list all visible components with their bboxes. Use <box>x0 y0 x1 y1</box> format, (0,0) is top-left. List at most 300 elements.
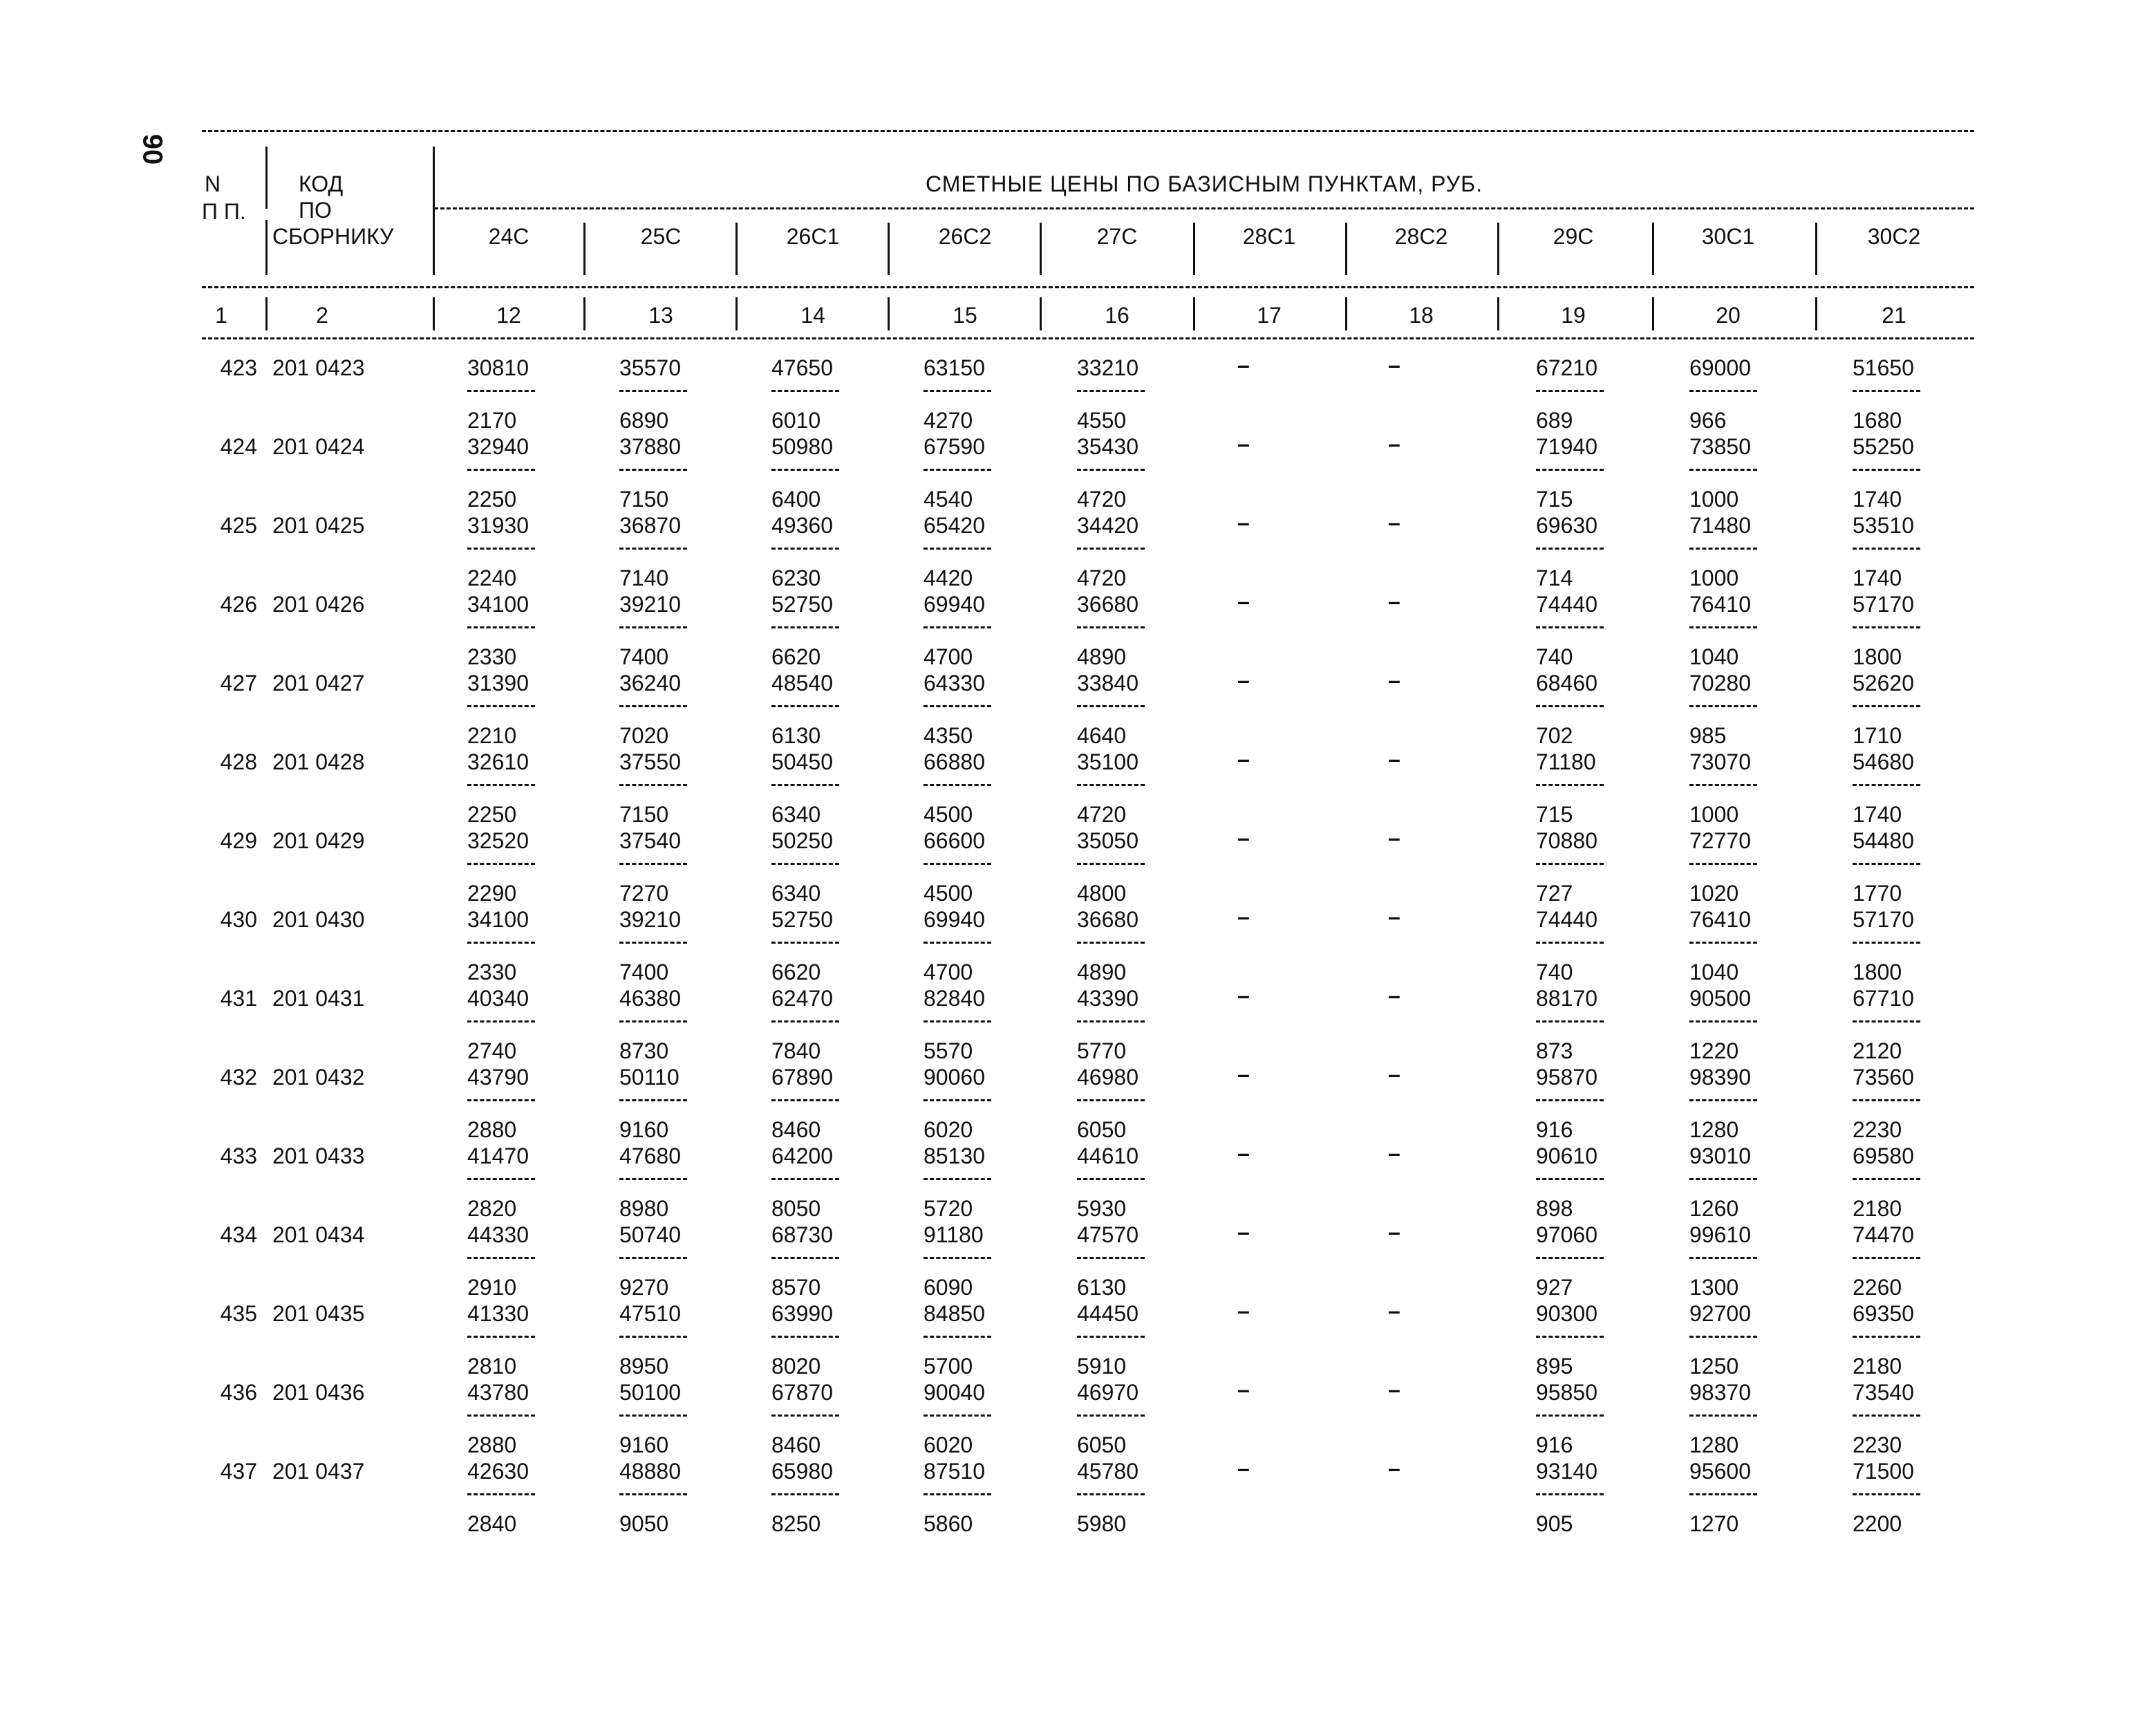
price-subvalue: 5720 <box>924 1196 973 1221</box>
price-value: 62470 <box>771 986 833 1011</box>
header-top-rule <box>202 130 1974 132</box>
fraction-divider <box>467 1257 535 1259</box>
row-code: 201 0425 <box>272 513 365 538</box>
price-subvalue: 985 <box>1689 723 1727 748</box>
price-subvalue: 2230 <box>1853 1117 1902 1142</box>
price-value: 52750 <box>771 592 833 617</box>
blank-mark: – <box>1388 904 1400 929</box>
price-subvalue: 2180 <box>1853 1354 1902 1379</box>
price-value: 54680 <box>1853 749 1914 774</box>
fraction-divider <box>619 1020 687 1022</box>
price-subvalue: 2260 <box>1853 1275 1902 1300</box>
price-value: 47680 <box>619 1143 681 1168</box>
blank-mark: – <box>1388 668 1400 693</box>
price-value: 95600 <box>1689 1459 1751 1484</box>
fraction-divider <box>619 626 687 628</box>
price-value: 32610 <box>467 749 529 774</box>
fraction-divider <box>771 705 839 707</box>
column-header-29С: 29С <box>1553 224 1594 249</box>
price-subvalue: 4720 <box>1077 566 1127 590</box>
row-code: 201 0428 <box>272 749 365 774</box>
price-subvalue: 966 <box>1689 408 1727 433</box>
fraction-divider <box>467 1493 535 1495</box>
header-separator <box>1040 223 1042 275</box>
row-number: 435 <box>220 1301 257 1326</box>
blank-mark: – <box>1388 747 1400 772</box>
price-value: 41470 <box>467 1143 529 1168</box>
price-value: 42630 <box>467 1459 529 1484</box>
column-number-2: 2 <box>316 303 328 328</box>
price-value: 46980 <box>1077 1065 1138 1090</box>
price-subvalue: 2290 <box>467 881 517 906</box>
price-value: 73560 <box>1853 1065 1914 1090</box>
price-subvalue: 1280 <box>1689 1117 1739 1142</box>
price-value: 41330 <box>467 1301 529 1326</box>
price-subvalue: 2250 <box>467 802 517 827</box>
fraction-divider <box>1689 1493 1757 1495</box>
fraction-divider <box>1689 1336 1757 1338</box>
price-subvalue: 1250 <box>1689 1354 1739 1379</box>
price-subvalue: 4890 <box>1077 644 1127 669</box>
price-value: 35430 <box>1077 434 1138 459</box>
price-value: 55250 <box>1853 434 1914 459</box>
fraction-divider <box>1689 390 1757 392</box>
price-subvalue: 1040 <box>1689 644 1739 669</box>
blank-mark: – <box>1388 431 1400 456</box>
price-value: 33210 <box>1077 355 1138 380</box>
header-kod-label: КОД <box>299 171 344 196</box>
price-value: 31930 <box>467 513 529 538</box>
price-value: 67710 <box>1853 986 1914 1011</box>
header-separator <box>1193 297 1195 330</box>
price-value: 50740 <box>619 1222 681 1247</box>
fraction-divider <box>1077 863 1145 865</box>
fraction-divider <box>924 1099 991 1101</box>
fraction-divider <box>1077 1099 1145 1101</box>
fraction-divider <box>1536 1336 1604 1338</box>
fraction-divider <box>771 1414 839 1417</box>
price-value: 67210 <box>1536 355 1597 380</box>
row-code: 201 0429 <box>272 828 365 853</box>
price-subvalue: 2880 <box>467 1117 517 1142</box>
fraction-divider <box>924 1257 991 1259</box>
column-number-21: 21 <box>1882 303 1906 328</box>
price-subvalue: 5910 <box>1077 1354 1127 1379</box>
price-subvalue: 2910 <box>467 1275 517 1300</box>
price-value: 43390 <box>1077 986 1138 1011</box>
fraction-divider <box>1536 1493 1604 1495</box>
price-value: 36240 <box>619 671 681 695</box>
blank-mark: – <box>1388 1456 1400 1481</box>
row-number: 423 <box>220 355 257 380</box>
price-subvalue: 715 <box>1536 802 1573 827</box>
price-subvalue: 8050 <box>771 1196 821 1221</box>
price-subvalue: 1740 <box>1853 487 1902 512</box>
price-value: 64200 <box>771 1143 833 1168</box>
price-subvalue: 4700 <box>924 960 973 984</box>
column-number-18: 18 <box>1409 303 1434 328</box>
price-value: 30810 <box>467 355 529 380</box>
price-subvalue: 905 <box>1536 1511 1573 1536</box>
price-subvalue: 6050 <box>1077 1117 1127 1142</box>
fraction-divider <box>467 705 535 707</box>
header-bottom-rule <box>202 337 1974 339</box>
header-pp-label: П П. <box>202 199 246 224</box>
row-code: 201 0423 <box>272 355 365 380</box>
price-subvalue: 8250 <box>771 1511 821 1536</box>
price-subvalue: 1020 <box>1689 881 1739 906</box>
price-value: 35570 <box>619 355 681 380</box>
price-value: 37550 <box>619 749 681 774</box>
price-subvalue: 2740 <box>467 1038 517 1063</box>
price-subvalue: 2810 <box>467 1354 517 1379</box>
price-value: 84850 <box>924 1301 985 1326</box>
fraction-divider <box>619 469 687 471</box>
column-header-25С: 25С <box>640 224 682 249</box>
blank-mark: – <box>1237 983 1250 1008</box>
price-subvalue: 7840 <box>771 1038 821 1063</box>
price-value: 44330 <box>467 1222 529 1247</box>
fraction-divider <box>1077 942 1145 944</box>
blank-mark: – <box>1388 1141 1400 1166</box>
row-number: 431 <box>220 986 257 1011</box>
fraction-divider <box>924 626 991 628</box>
fraction-divider <box>771 863 839 865</box>
fraction-divider <box>1077 548 1145 550</box>
fraction-divider <box>1077 1336 1145 1338</box>
row-code: 201 0432 <box>272 1065 365 1090</box>
price-value: 82840 <box>924 986 985 1011</box>
fraction-divider <box>619 1493 687 1495</box>
column-header-26С1: 26С1 <box>786 224 840 249</box>
blank-mark: – <box>1388 589 1400 614</box>
price-value: 65420 <box>924 513 985 538</box>
blank-mark: – <box>1388 1298 1400 1323</box>
header-separator <box>735 297 738 330</box>
header-separator <box>1497 297 1499 330</box>
price-subvalue: 4270 <box>924 408 973 433</box>
row-code: 201 0435 <box>272 1301 365 1326</box>
price-subvalue: 916 <box>1536 1117 1573 1142</box>
fraction-divider <box>1077 705 1145 707</box>
price-subvalue: 6130 <box>771 723 821 748</box>
price-subvalue: 1040 <box>1689 960 1739 984</box>
fraction-divider <box>1853 390 1920 392</box>
fraction-divider <box>771 1099 839 1101</box>
price-subvalue: 7020 <box>619 723 669 748</box>
fraction-divider <box>467 1178 535 1180</box>
fraction-divider <box>1536 863 1604 865</box>
price-subvalue: 2240 <box>467 566 517 590</box>
fraction-divider <box>467 784 535 786</box>
price-value: 34100 <box>467 592 529 617</box>
price-value: 63150 <box>924 355 985 380</box>
fraction-divider <box>771 548 839 550</box>
price-subvalue: 702 <box>1536 723 1573 748</box>
fraction-divider <box>1853 1020 1920 1022</box>
blank-mark: – <box>1388 1062 1400 1087</box>
price-value: 51650 <box>1853 355 1914 380</box>
price-value: 39210 <box>619 907 681 932</box>
price-value: 73070 <box>1689 749 1751 774</box>
price-subvalue: 6890 <box>619 408 669 433</box>
row-number: 433 <box>220 1143 257 1168</box>
row-code: 201 0426 <box>272 592 365 617</box>
fraction-divider <box>619 1178 687 1180</box>
header-separator <box>888 223 890 275</box>
price-subvalue: 4350 <box>924 723 973 748</box>
price-value: 33840 <box>1077 671 1138 695</box>
price-value: 97060 <box>1536 1222 1597 1247</box>
row-number: 427 <box>220 671 257 695</box>
fraction-divider <box>1077 1414 1145 1417</box>
header-separator <box>1815 297 1817 330</box>
price-value: 74440 <box>1536 907 1597 932</box>
blank-mark: – <box>1237 825 1250 850</box>
price-subvalue: 689 <box>1536 408 1573 433</box>
price-value: 35050 <box>1077 828 1138 853</box>
price-value: 40340 <box>467 986 529 1011</box>
price-subvalue: 1770 <box>1853 881 1902 906</box>
price-value: 44450 <box>1077 1301 1138 1326</box>
fraction-divider <box>771 1020 839 1022</box>
fraction-divider <box>619 942 687 944</box>
fraction-divider <box>1689 784 1757 786</box>
fraction-divider <box>467 626 535 628</box>
price-value: 37880 <box>619 434 681 459</box>
price-value: 65980 <box>771 1459 833 1484</box>
fraction-divider <box>1536 548 1604 550</box>
column-header-30С2: 30С2 <box>1867 224 1921 249</box>
header-separator <box>1497 223 1499 275</box>
column-header-28С1: 28С1 <box>1242 224 1296 249</box>
header-separator <box>265 297 268 330</box>
price-value: 34420 <box>1077 513 1138 538</box>
price-subvalue: 727 <box>1536 881 1573 906</box>
row-number: 437 <box>220 1459 257 1484</box>
row-number: 428 <box>220 749 257 774</box>
price-value: 63990 <box>771 1301 833 1326</box>
price-subvalue: 1000 <box>1689 566 1739 590</box>
fraction-divider <box>619 548 687 550</box>
price-value: 88170 <box>1536 986 1597 1011</box>
price-subvalue: 7150 <box>619 802 669 827</box>
fraction-divider <box>1077 784 1145 786</box>
header-separator <box>888 297 890 330</box>
price-subvalue: 5700 <box>924 1354 973 1379</box>
blank-mark: – <box>1237 589 1250 614</box>
blank-mark: – <box>1237 668 1250 693</box>
price-subvalue: 927 <box>1536 1275 1573 1300</box>
fraction-divider <box>924 942 991 944</box>
fraction-divider <box>467 1336 535 1338</box>
price-subvalue: 6020 <box>924 1432 973 1457</box>
price-subvalue: 6230 <box>771 566 821 590</box>
fraction-divider <box>467 548 535 550</box>
row-number: 434 <box>220 1222 257 1247</box>
row-code: 201 0437 <box>272 1459 365 1484</box>
price-subvalue: 7270 <box>619 881 669 906</box>
price-subvalue: 1260 <box>1689 1196 1739 1221</box>
price-value: 43780 <box>467 1380 529 1405</box>
header-po-label: ПО <box>299 198 332 223</box>
fraction-divider <box>1853 942 1920 944</box>
price-subvalue: 8950 <box>619 1354 669 1379</box>
fraction-divider <box>1536 942 1604 944</box>
header-separator <box>265 147 268 209</box>
price-value: 74470 <box>1853 1222 1914 1247</box>
price-value: 32940 <box>467 434 529 459</box>
fraction-divider <box>924 784 991 786</box>
fraction-divider <box>1536 469 1604 471</box>
header-separator <box>1345 223 1347 275</box>
blank-mark: – <box>1388 510 1400 535</box>
price-value: 85130 <box>924 1143 985 1168</box>
header-n-label: N <box>205 171 221 196</box>
fraction-divider <box>771 784 839 786</box>
price-value: 69940 <box>924 592 985 617</box>
price-value: 95870 <box>1536 1065 1597 1090</box>
price-subvalue: 1740 <box>1853 802 1902 827</box>
fraction-divider <box>1853 469 1920 471</box>
price-subvalue: 2120 <box>1853 1038 1902 1063</box>
fraction-divider <box>1536 705 1604 707</box>
price-subvalue: 6340 <box>771 802 821 827</box>
price-subvalue: 4720 <box>1077 487 1127 512</box>
column-number-12: 12 <box>496 303 521 328</box>
price-subvalue: 1300 <box>1689 1275 1739 1300</box>
fraction-divider <box>1077 1178 1145 1180</box>
page-number: 90 <box>137 133 168 165</box>
fraction-divider <box>771 626 839 628</box>
blank-mark: – <box>1388 983 1400 1008</box>
fraction-divider <box>1853 548 1920 550</box>
price-value: 54480 <box>1853 828 1914 853</box>
price-value: 57170 <box>1853 592 1914 617</box>
price-subvalue: 6090 <box>924 1275 973 1300</box>
header-title: СМЕТНЫЕ ЦЕНЫ ПО БАЗИСНЫМ ПУНКТАМ, РУБ. <box>926 171 1483 196</box>
price-subvalue: 7150 <box>619 487 669 512</box>
price-subvalue: 2330 <box>467 960 517 984</box>
price-subvalue: 4540 <box>924 487 973 512</box>
price-value: 69000 <box>1689 355 1751 380</box>
price-value: 69940 <box>924 907 985 932</box>
column-number-17: 17 <box>1257 303 1282 328</box>
blank-mark: – <box>1388 825 1400 850</box>
price-subvalue: 1270 <box>1689 1511 1739 1536</box>
fraction-divider <box>467 469 535 471</box>
column-header-28С2: 28С2 <box>1394 224 1448 249</box>
price-subvalue: 740 <box>1536 960 1573 984</box>
price-value: 32520 <box>467 828 529 853</box>
price-subvalue: 4640 <box>1077 723 1127 748</box>
fraction-divider <box>924 469 991 471</box>
fraction-divider <box>619 863 687 865</box>
fraction-divider <box>924 1414 991 1417</box>
price-value: 71940 <box>1536 434 1597 459</box>
fraction-divider <box>1077 469 1145 471</box>
price-value: 73540 <box>1853 1380 1914 1405</box>
fraction-divider <box>619 1336 687 1338</box>
fraction-divider <box>1689 942 1757 944</box>
blank-mark: – <box>1237 510 1250 535</box>
column-header-26С2: 26С2 <box>938 224 992 249</box>
header-separator <box>433 147 435 275</box>
price-value: 87510 <box>924 1459 985 1484</box>
price-subvalue: 1000 <box>1689 487 1739 512</box>
fraction-divider <box>1689 469 1757 471</box>
price-subvalue: 6010 <box>771 408 821 433</box>
price-value: 67890 <box>771 1065 833 1090</box>
price-value: 95850 <box>1536 1380 1597 1405</box>
fraction-divider <box>1077 1493 1145 1495</box>
row-number: 436 <box>220 1380 257 1405</box>
price-subvalue: 898 <box>1536 1196 1573 1221</box>
price-value: 74440 <box>1536 592 1597 617</box>
price-subvalue: 4420 <box>924 566 973 590</box>
fraction-divider <box>1853 863 1920 865</box>
fraction-divider <box>1536 390 1604 392</box>
fraction-divider <box>1536 1020 1604 1022</box>
fraction-divider <box>619 705 687 707</box>
price-subvalue: 2200 <box>1853 1511 1902 1536</box>
price-subvalue: 1800 <box>1853 644 1902 669</box>
price-subvalue: 7400 <box>619 644 669 669</box>
price-subvalue: 6400 <box>771 487 821 512</box>
price-value: 73850 <box>1689 434 1751 459</box>
price-subvalue: 873 <box>1536 1038 1573 1063</box>
price-value: 66600 <box>924 828 985 853</box>
fraction-divider <box>1689 1414 1757 1417</box>
price-value: 72770 <box>1689 828 1751 853</box>
header-separator <box>735 223 738 275</box>
price-value: 90040 <box>924 1380 985 1405</box>
fraction-divider <box>771 942 839 944</box>
fraction-divider <box>619 1099 687 1101</box>
price-subvalue: 2210 <box>467 723 517 748</box>
column-number-20: 20 <box>1716 303 1741 328</box>
fraction-divider <box>924 1178 991 1180</box>
price-value: 46970 <box>1077 1380 1138 1405</box>
price-value: 67870 <box>771 1380 833 1405</box>
price-subvalue: 7400 <box>619 960 669 984</box>
price-subvalue: 4550 <box>1077 408 1127 433</box>
price-value: 93010 <box>1689 1143 1751 1168</box>
price-value: 50110 <box>619 1065 679 1090</box>
price-value: 52750 <box>771 907 833 932</box>
price-value: 31390 <box>467 671 529 695</box>
price-value: 69350 <box>1853 1301 1914 1326</box>
header-separator <box>1193 223 1195 275</box>
header-separator <box>1652 223 1654 275</box>
price-subvalue: 6050 <box>1077 1432 1127 1457</box>
price-value: 36680 <box>1077 907 1138 932</box>
column-number-14: 14 <box>800 303 825 328</box>
fraction-divider <box>1853 1336 1920 1338</box>
fraction-divider <box>1689 705 1757 707</box>
fraction-divider <box>771 1178 839 1180</box>
fraction-divider <box>467 1099 535 1101</box>
price-subvalue: 1680 <box>1853 408 1902 433</box>
blank-mark: – <box>1237 431 1250 456</box>
price-subvalue: 4890 <box>1077 960 1127 984</box>
price-value: 36680 <box>1077 592 1138 617</box>
blank-mark: – <box>1237 747 1250 772</box>
price-value: 66880 <box>924 749 985 774</box>
price-subvalue: 740 <box>1536 644 1573 669</box>
price-value: 68460 <box>1536 671 1597 695</box>
fraction-divider <box>1853 784 1920 786</box>
